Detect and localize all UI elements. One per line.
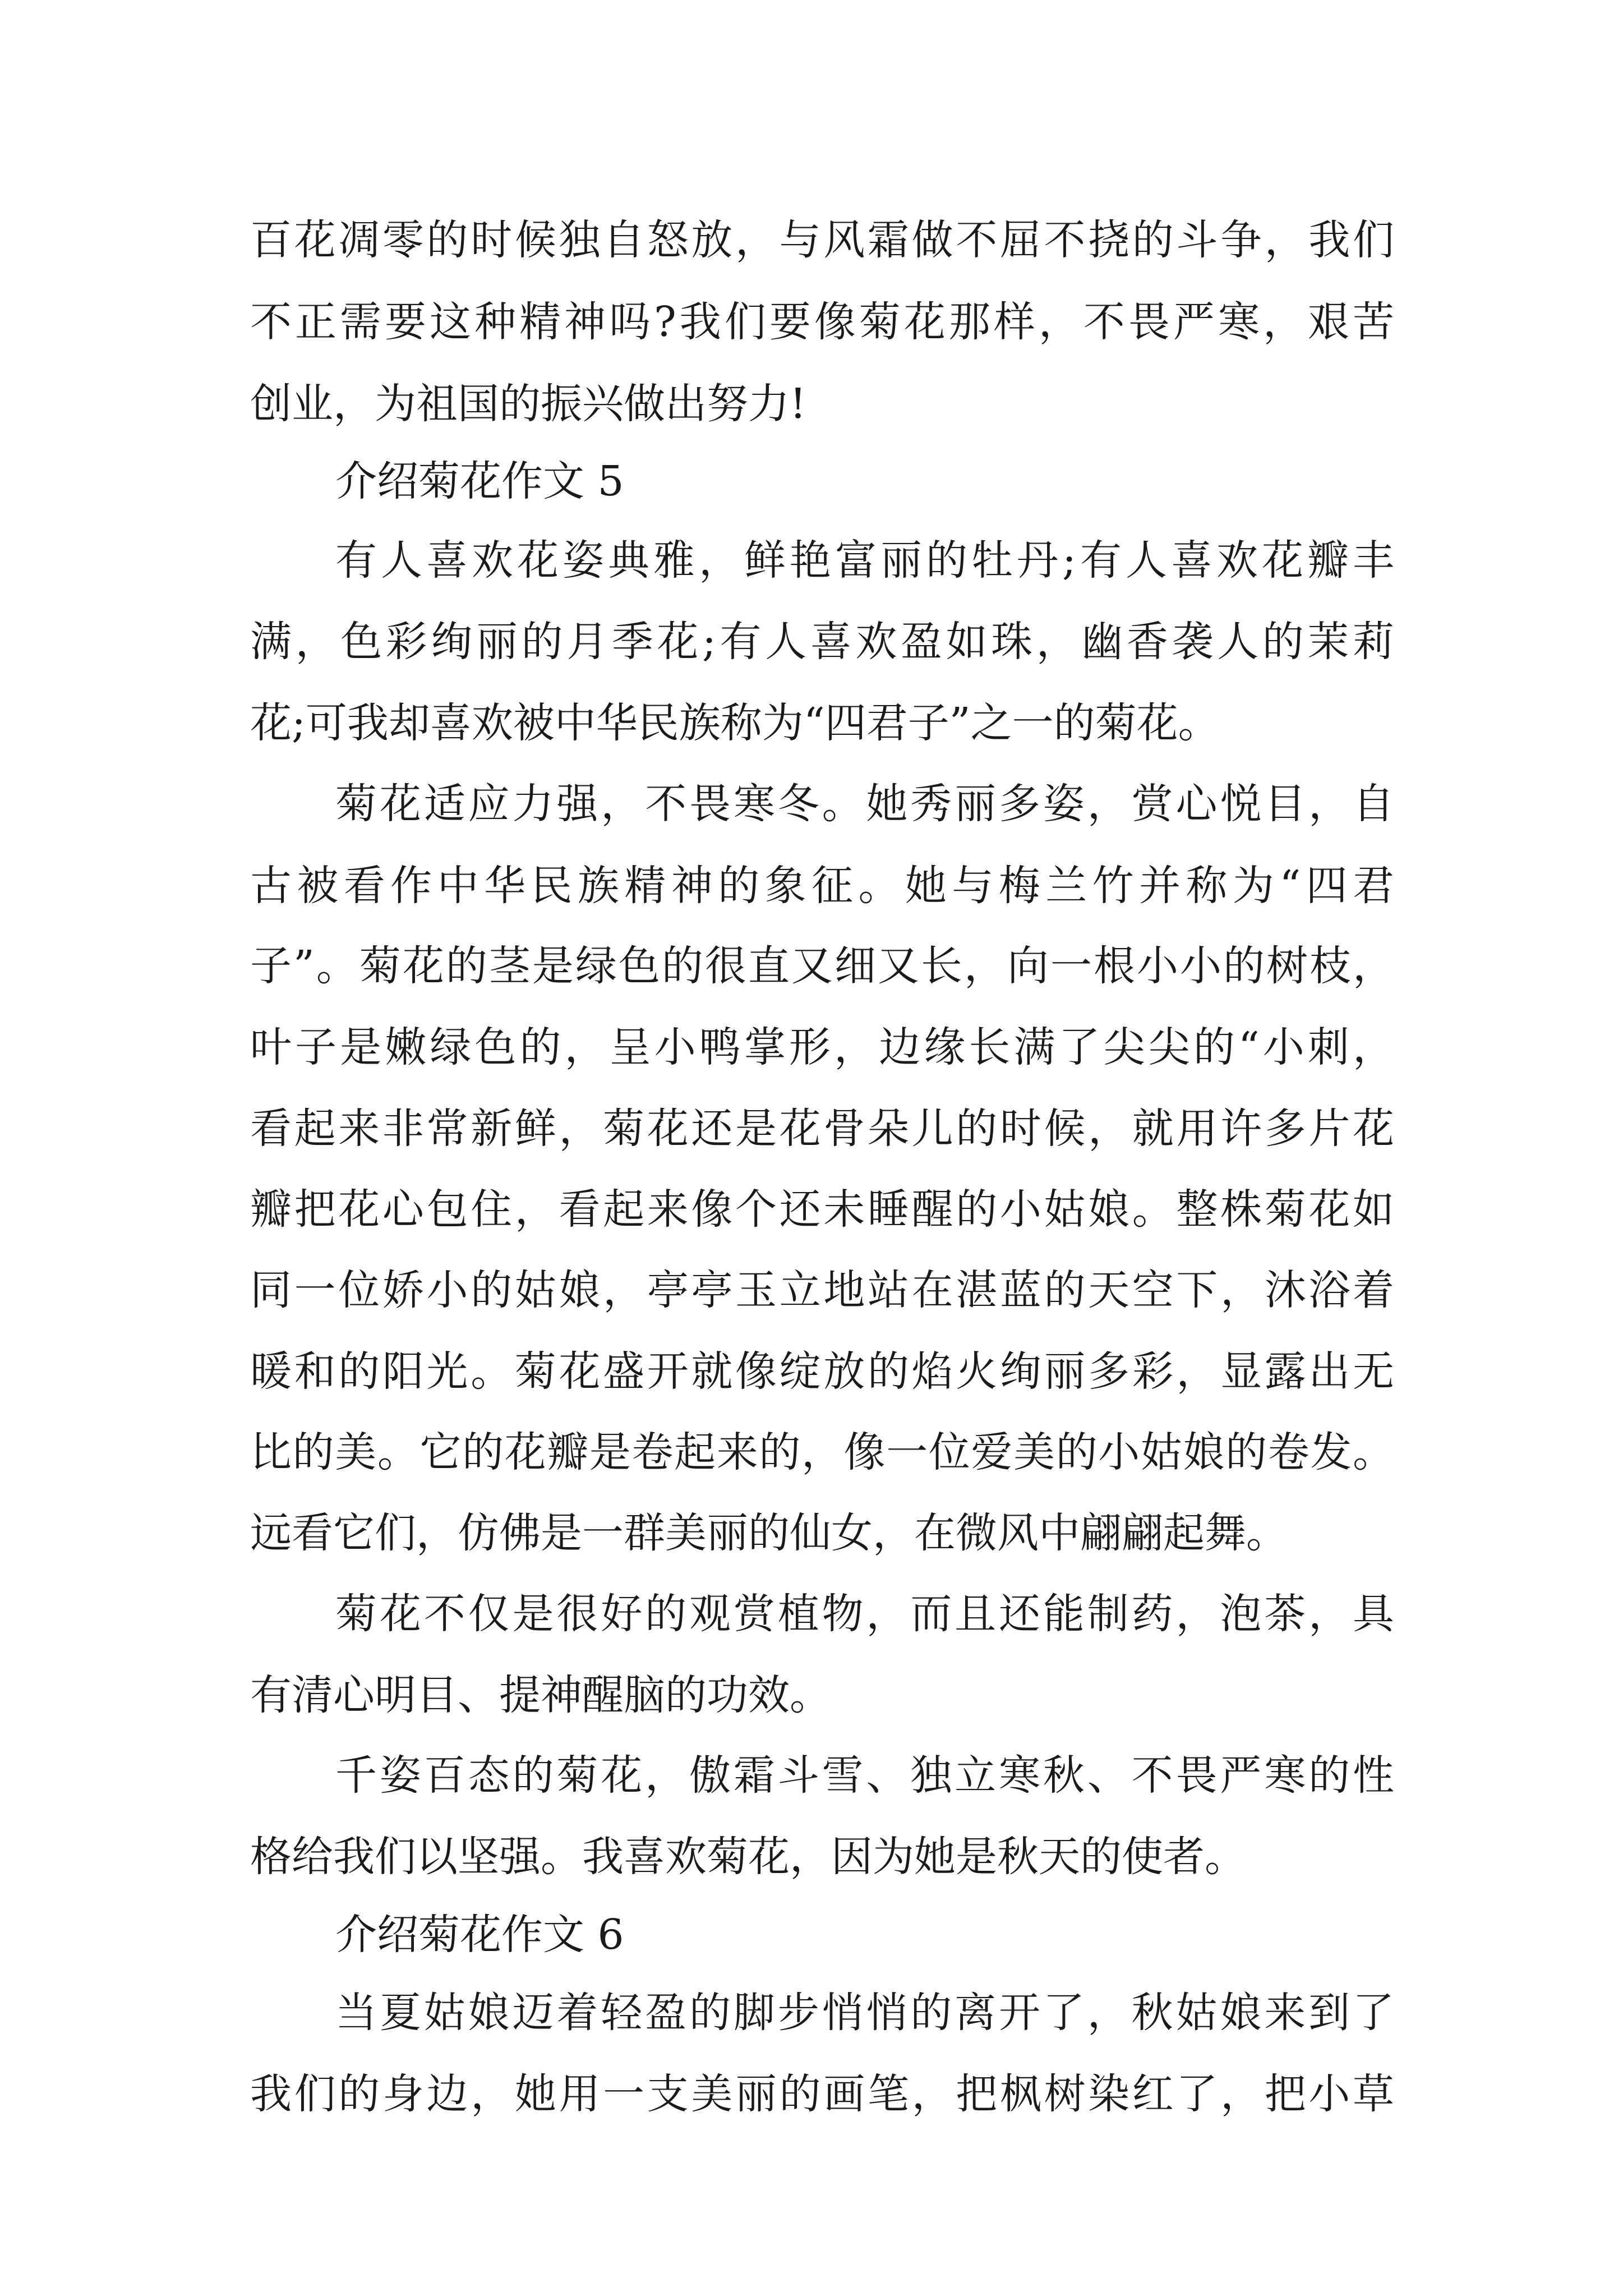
- section-heading: 介绍菊花作文 5: [335, 457, 624, 505]
- text-line: 叶子是嫩绿色的，呈小鸭掌形，边缘长满了尖尖的“小刺，: [250, 1023, 1394, 1071]
- text-line: 同一位娇小的姑娘，亭亭玉立地站在湛蓝的天空下，沐浴着: [250, 1266, 1394, 1314]
- text-line: 当夏姑娘迈着轻盈的脚步悄悄的离开了，秋姑娘来到了: [335, 1989, 1394, 2037]
- text-line: 百花凋零的时候独自怒放，与风霜做不屈不挠的斗争，我们: [250, 216, 1394, 264]
- text-line: 古被看作中华民族精神的象征。她与梅兰竹并称为“四君: [250, 862, 1394, 910]
- text-line: 有人喜欢花姿典雅，鲜艳富丽的牡丹;有人喜欢花瓣丰: [335, 536, 1394, 585]
- text-line: 菊花不仅是很好的观赏植物，而且还能制药，泡茶，具: [335, 1590, 1394, 1638]
- text-line: 有清心明目、提神醒脑的功效。: [250, 1671, 831, 1719]
- text-line: 子”。菊花的茎是绿色的很直又细又长，向一根小小的树枝，: [250, 942, 1394, 990]
- text-line: 菊花适应力强，不畏寒冬。她秀丽多姿，赏心悦目，自: [335, 780, 1394, 828]
- text-line: 我们的身边，她用一支美丽的画笔，把枫树染红了，把小草: [250, 2070, 1394, 2118]
- text-line: 创业，为祖国的振兴做出努力!: [250, 380, 806, 428]
- section-heading: 介绍菊花作文 6: [335, 1911, 624, 1959]
- text-line: 看起来非常新鲜，菊花还是花骨朵儿的时候，就用许多片花: [250, 1105, 1394, 1153]
- text-line: 花;可我却喜欢被中华民族称为“四君子”之一的菊花。: [250, 699, 1220, 747]
- text-line: 瓣把花心包住，看起来像个还未睡醒的小姑娘。整株菊花如: [250, 1185, 1394, 1234]
- text-line: 千姿百态的菊花，傲霜斗雪、独立寒秋、不畏严寒的性: [335, 1751, 1394, 1800]
- text-line: 暖和的阳光。菊花盛开就像绽放的焰火绚丽多彩，显露出无: [250, 1347, 1394, 1396]
- text-line: 格给我们以坚强。我喜欢菊花，因为她是秋天的使者。: [250, 1833, 1246, 1881]
- text-line: 满，色彩绚丽的月季花;有人喜欢盈如珠，幽香袭人的茉莉: [250, 618, 1394, 666]
- text-line: 比的美。它的花瓣是卷起来的，像一位爱美的小姑娘的卷发。: [250, 1428, 1394, 1476]
- text-line: 不正需要这种精神吗?我们要像菊花那样，不畏严寒，艰苦: [250, 298, 1394, 346]
- text-line: 远看它们，仿佛是一群美丽的仙女，在微风中翩翩起舞。: [250, 1509, 1288, 1557]
